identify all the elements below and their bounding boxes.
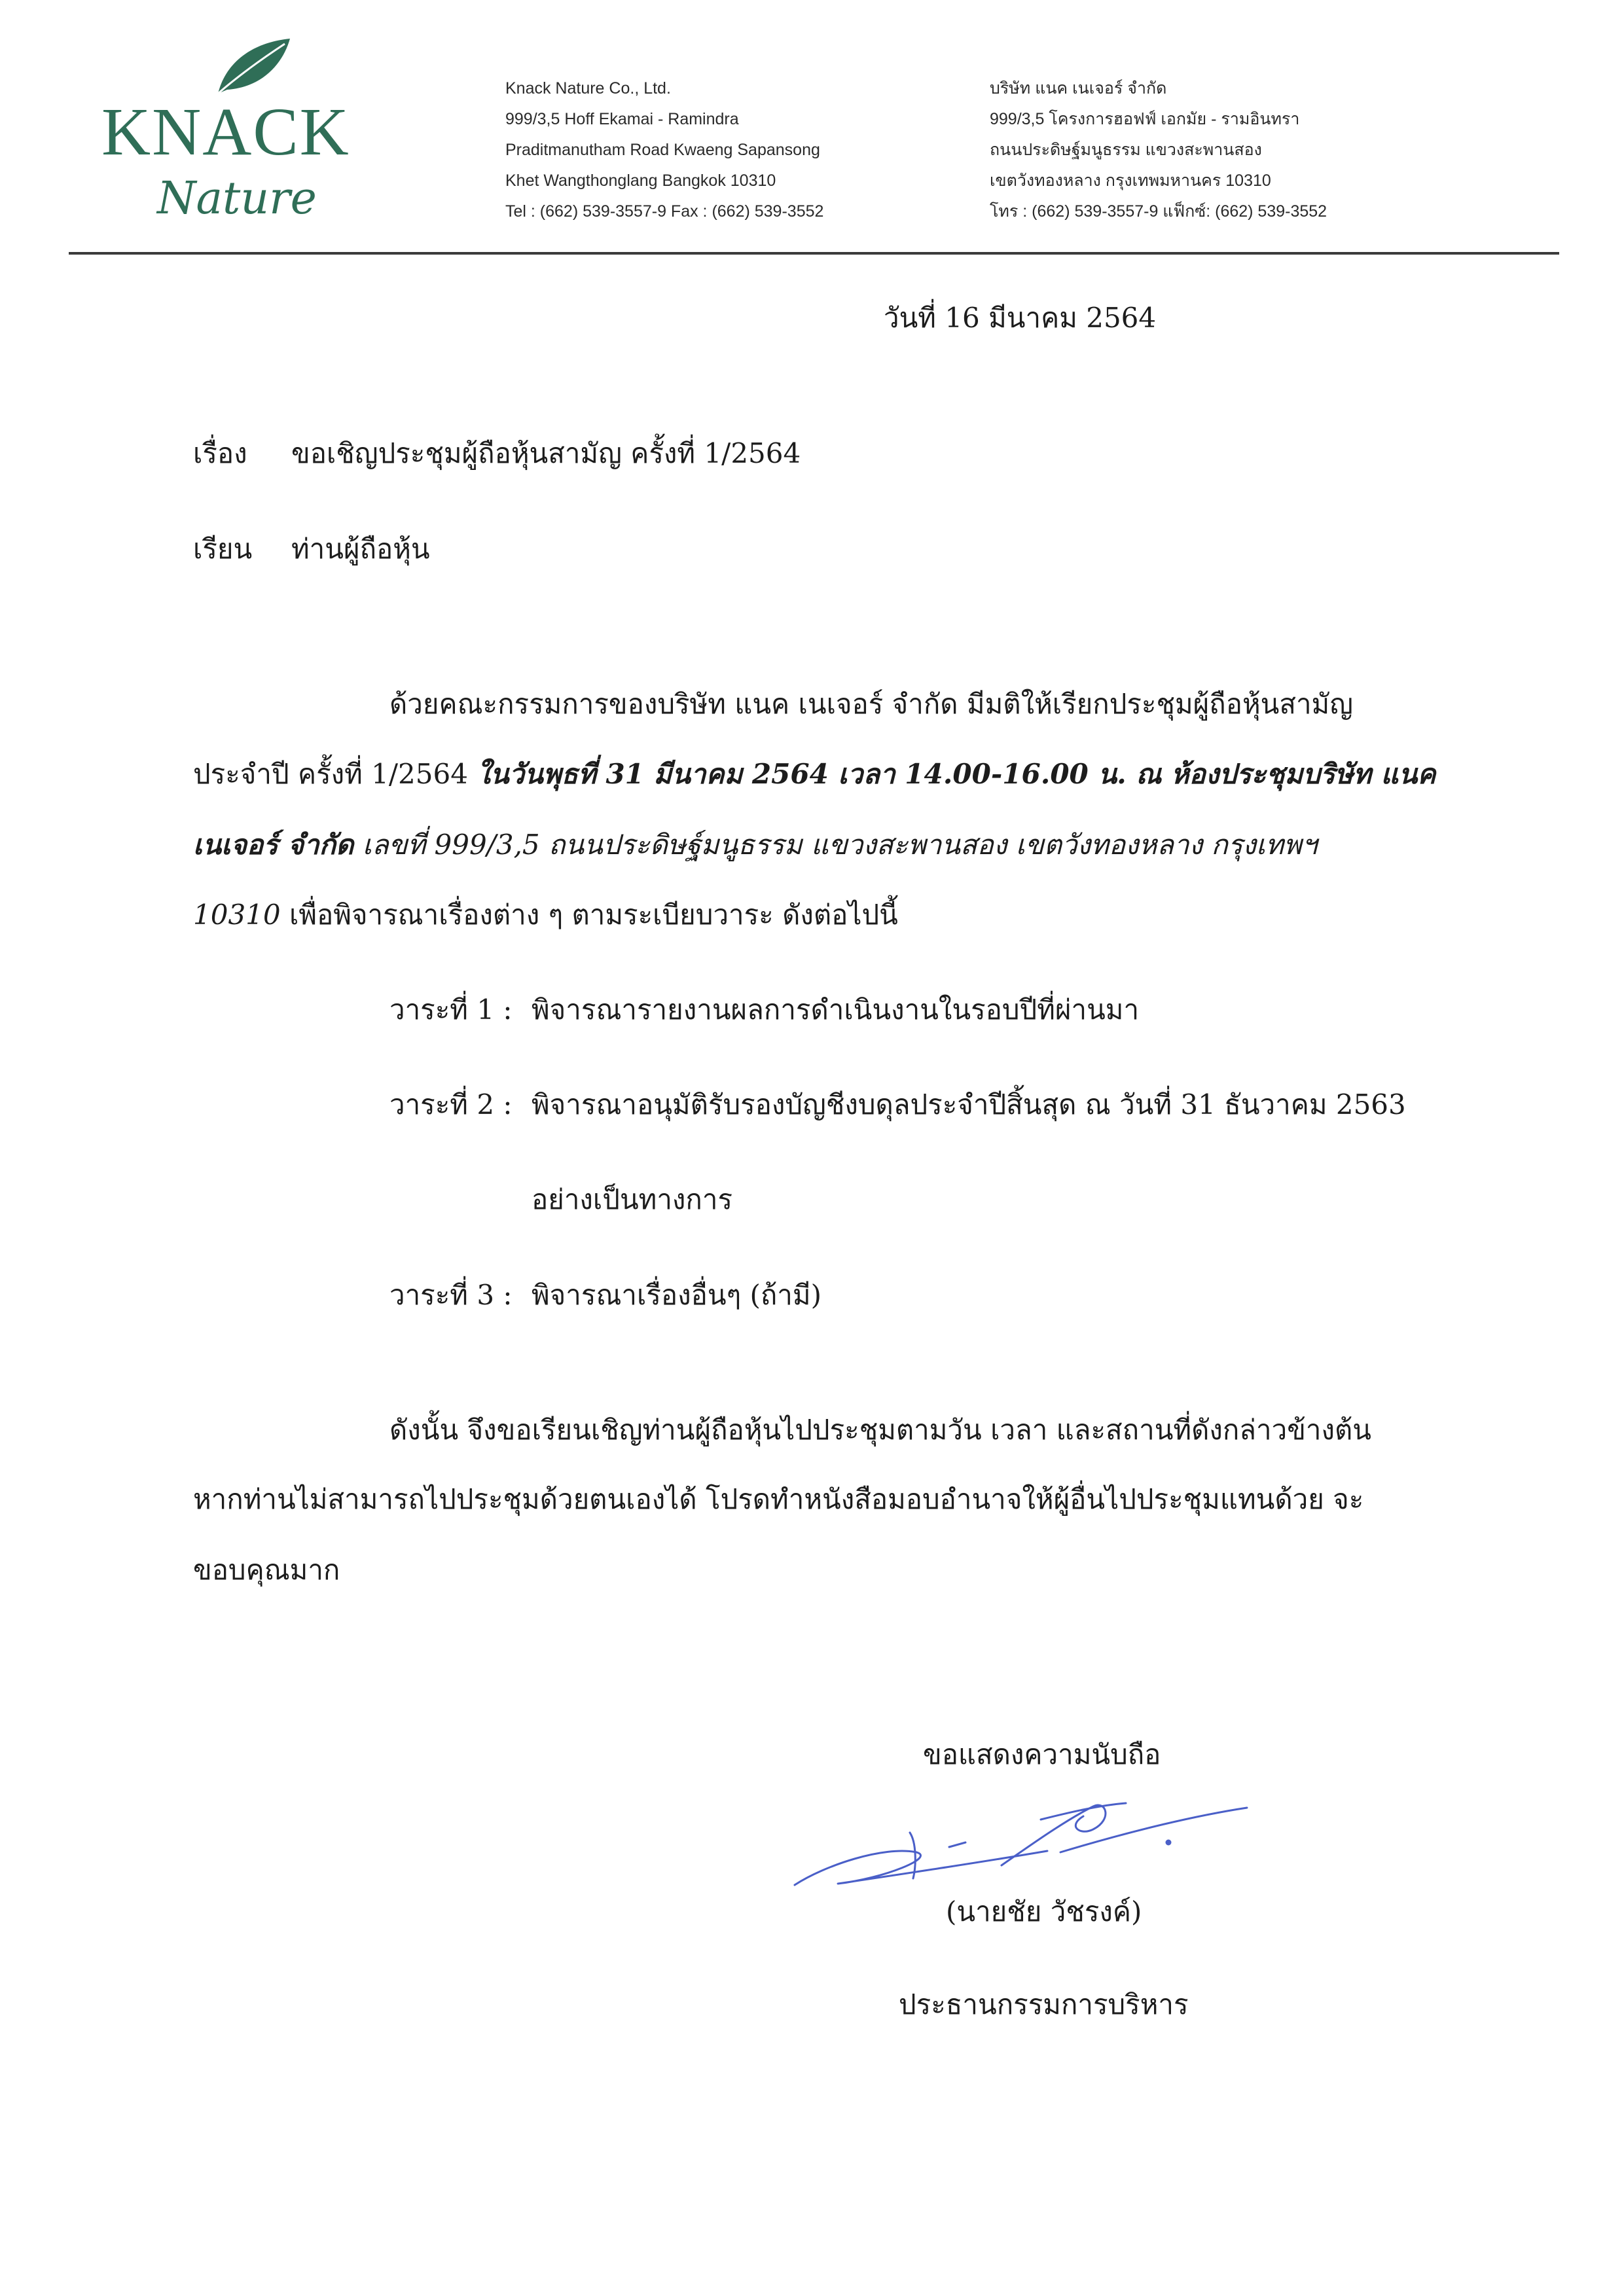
closing-salutation: ขอแสดงความนับถือ bbox=[923, 1738, 1161, 1770]
address-line-th: 999/3,5 โครงการฮอฟฟ์ เอกมัย - รามอินทรา bbox=[990, 110, 1300, 128]
company-name-th: บริษัท แนค เนเจอร์ จำกัด bbox=[990, 79, 1167, 98]
letterhead-divider bbox=[69, 252, 1559, 255]
contact-line-th: โทร : (662) 539-3557-9 แฟ็กซ์: (662) 539-3552 bbox=[990, 202, 1327, 221]
agenda-item: พิจารณารายงานผลการดำเนินงานในรอบปีที่ผ่านมา bbox=[532, 994, 1140, 1026]
agenda-label: วาระที่ 1 : bbox=[389, 994, 513, 1026]
subject-text: ขอเชิญประชุมผู้ถือหุ้นสามัญ ครั้งที่ 1/2564 bbox=[291, 437, 801, 469]
logo-script: Nature bbox=[157, 173, 317, 224]
agenda-label: วาระที่ 2 : bbox=[389, 1088, 513, 1121]
letterhead-address-english bbox=[505, 73, 823, 227]
signer-name: (นายชัย วัชรงค์) bbox=[946, 1895, 1142, 1928]
address-line-th: ถนนประดิษฐ์มนูธรรม แขวงสะพานสอง bbox=[990, 141, 1262, 159]
address-line-en: Praditmanutham Road Kwaeng Sapansong bbox=[505, 141, 820, 159]
intro-text: ประจำปี ครั้งที่ 1/2564 bbox=[193, 758, 468, 790]
intro-line: ด้วยคณะกรรมการของบริษัท แนค เนเจอร์ จำกัด มีมติให้เรียกประชุมผู้ถือหุ้นสามัญ bbox=[389, 688, 1354, 720]
address-line-th: เขตวังทองหลาง กรุงเทพมหานคร 10310 bbox=[990, 171, 1271, 190]
conclusion-line: หากท่านไม่สามารถไปประชุมด้วยตนเองได้ โปรดทำหนังสือมอบอำนาจให้ผู้อื่นไปประชุมแทนด้วย จะ bbox=[193, 1483, 1364, 1515]
company-name-en: Knack Nature Co., Ltd. bbox=[505, 79, 671, 98]
leaf-icon bbox=[213, 36, 291, 98]
contact-line-en: Tel : (662) 539-3557-9 Fax : (662) 539-3552 bbox=[505, 202, 824, 221]
intro-line bbox=[193, 831, 1317, 859]
address-line-en: Khet Wangthonglang Bangkok 10310 bbox=[505, 171, 776, 190]
company-logo bbox=[98, 36, 360, 232]
conclusion-line: ดังนั้น จึงขอเรียนเชิญท่านผู้ถือหุ้นไปประชุมตามวัน เวลา และสถานที่ดังกล่าวข้างต้น bbox=[389, 1414, 1372, 1446]
agenda-item: พิจารณาอนุมัติรับรองบัญชีงบดุลประจำปีสิ้นสุด ณ วันที่ 31 ธันวาคม 2563 bbox=[532, 1088, 1406, 1121]
conclusion-line: ขอบคุณมาก bbox=[193, 1554, 340, 1586]
address-line-en: 999/3,5 Hoff Ekamai - Ramindra bbox=[505, 110, 739, 128]
letterhead-address-thai bbox=[990, 73, 1327, 227]
agenda-label: วาระที่ 3 : bbox=[389, 1279, 513, 1311]
meeting-postcode: 10310 bbox=[193, 899, 281, 931]
intro-line bbox=[193, 758, 1436, 790]
letter-date: วันที่ 16 มีนาคม 2564 bbox=[884, 302, 1157, 334]
signature-image bbox=[785, 1780, 1257, 1898]
signer-title: ประธานกรรมการบริหาร bbox=[899, 1988, 1189, 2020]
recipient-label: เรียน bbox=[193, 533, 253, 565]
logo-wordmark: KNACK bbox=[101, 94, 350, 170]
meeting-datetime: ในวันพุธที่ 31 มีนาคม 2564 เวลา 14.00-16.00 น. ณ ห้องประชุมบริษัท แนค bbox=[477, 758, 1436, 790]
intro-line bbox=[193, 901, 898, 929]
agenda-item-continued: อย่างเป็นทางการ bbox=[532, 1183, 733, 1215]
meeting-venue: เนเจอร์ จำกัด bbox=[193, 829, 354, 861]
subject-label: เรื่อง bbox=[193, 437, 247, 469]
recipient-text: ท่านผู้ถือหุ้น bbox=[291, 533, 430, 565]
intro-text: เพื่อพิจารณาเรื่องต่าง ๆ ตามระเบียบวาระ ดังต่อไปนี้ bbox=[289, 899, 898, 931]
meeting-address: เลขที่ 999/3,5 ถนนประดิษฐ์มนูธรรม แขวงสะพานสอง เขตวังทองหลาง กรุงเทพฯ bbox=[362, 829, 1318, 861]
agenda-item: พิจารณาเรื่องอื่นๆ (ถ้ามี) bbox=[532, 1279, 821, 1311]
